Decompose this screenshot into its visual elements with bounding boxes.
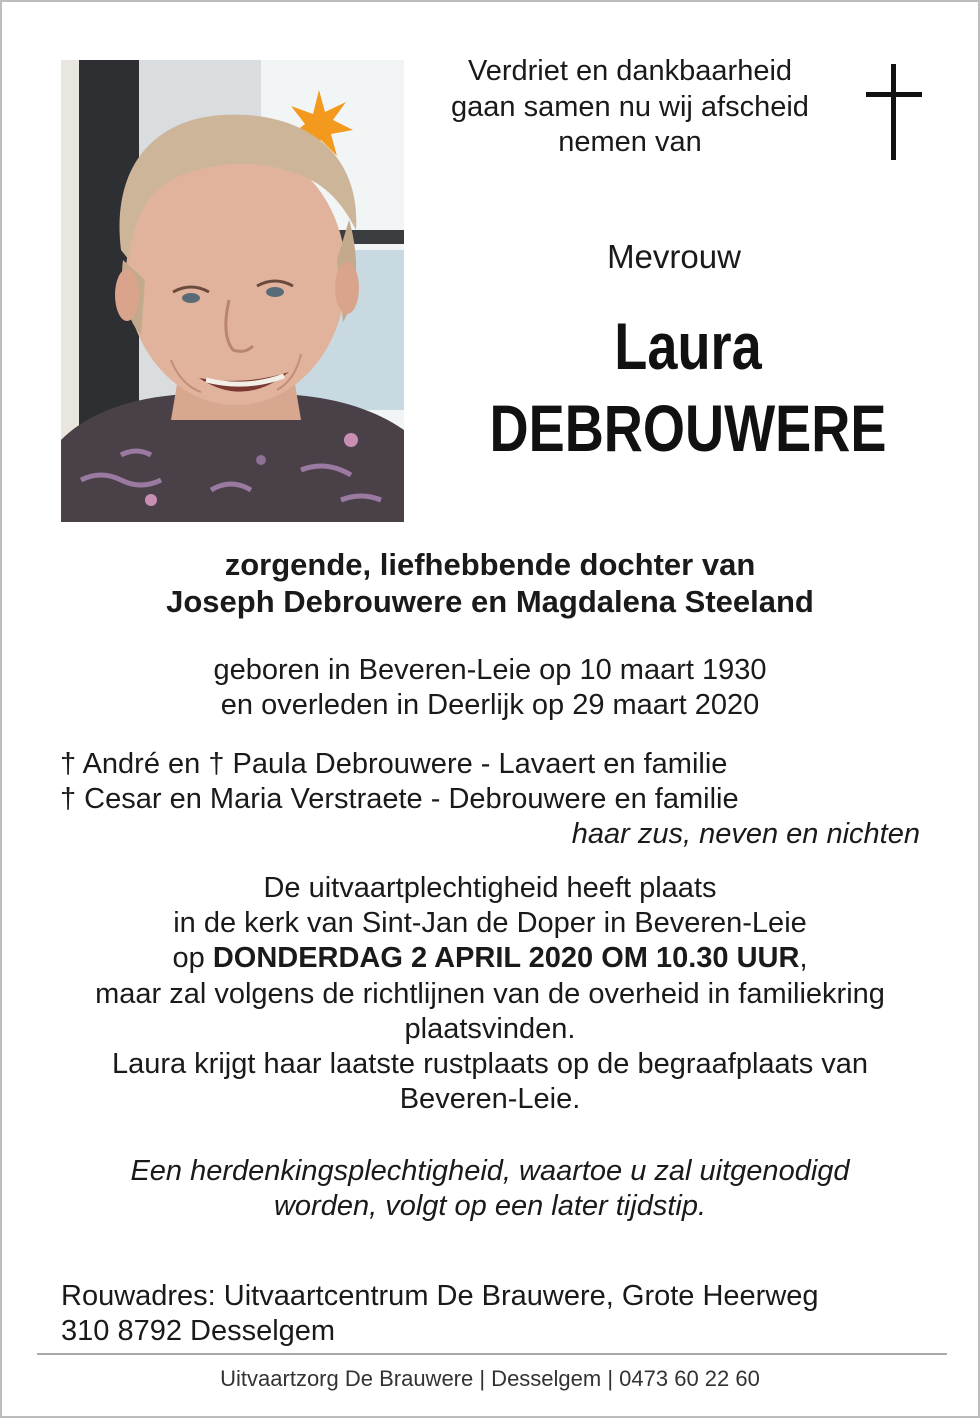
intro-line: Verdriet en dankbaarheid — [467, 55, 793, 87]
relation-line: Joseph Debrouwere en Magdalena Steeland — [166, 584, 814, 619]
memorial-line: Een herdenkingsplechtigheid, waartoe u zal uitgenodigd — [130, 1155, 850, 1187]
salutation: Mevrouw — [607, 238, 741, 275]
funeral-date: DONDERDAG 2 APRIL 2020 OM 10.30 UUR — [212, 942, 800, 975]
birth-death-text — [42, 653, 938, 723]
intro-verse — [402, 54, 858, 161]
death-line: en overleden in Deerlijk op 29 maart 2020 — [220, 689, 760, 721]
relation-text — [42, 546, 938, 620]
deceased-first-name: Laura — [614, 309, 762, 383]
funeral-date-line — [42, 941, 938, 976]
funeral-line: Laura krijgt haar laatste rustplaats op de begraafplaats van — [111, 1048, 869, 1081]
footer-divider — [37, 1353, 947, 1355]
funeral-date-prefix: op — [172, 942, 205, 975]
address-line: 310 8792 Desselgem — [61, 1315, 336, 1347]
funeral-line: maar zal volgens de richtlijnen van de overheid in familiekring — [95, 977, 885, 1010]
funeral-date-suffix: , — [799, 942, 808, 975]
address-line: Rouwadres: Uitvaartcentrum De Brauwere, Grote Heerweg — [61, 1280, 819, 1312]
family-signature: haar zus, neven en nichten — [571, 818, 920, 850]
memorial-note — [42, 1154, 938, 1224]
footer-text: Uitvaartzorg De Brauwere | Desselgem | 0473 60 22 60 — [220, 1366, 760, 1391]
relation-line: zorgende, liefhebbende dochter van — [224, 547, 756, 582]
funeral-line: De uitvaartplechtigheid heeft plaats — [263, 872, 717, 904]
birth-line: geboren in Beveren-Leie op 10 maart 1930 — [213, 654, 767, 686]
funeral-line: plaatsvinden. — [404, 1012, 576, 1045]
funeral-line: in de kerk van Sint-Jan de Doper in Beveren-Leie — [173, 907, 807, 940]
funeral-details — [42, 871, 938, 1117]
funeral-line: Beveren-Leie. — [399, 1083, 581, 1116]
cross-icon — [866, 64, 922, 160]
memorial-line: worden, volgt op een later tijdstip. — [273, 1190, 707, 1222]
intro-line: nemen van — [558, 126, 702, 158]
family-line: † André en † Paula Debrouwere - Lavaert en familie — [60, 748, 728, 780]
portrait-photo — [61, 60, 404, 522]
family-list — [60, 747, 920, 852]
deceased-last-name: DEBROUWERE — [489, 391, 887, 465]
family-line: † Cesar en Maria Verstraete - Debrouwere en familie — [60, 783, 739, 815]
mourning-address — [61, 1279, 941, 1349]
intro-line: gaan samen nu wij afscheid — [451, 90, 809, 123]
